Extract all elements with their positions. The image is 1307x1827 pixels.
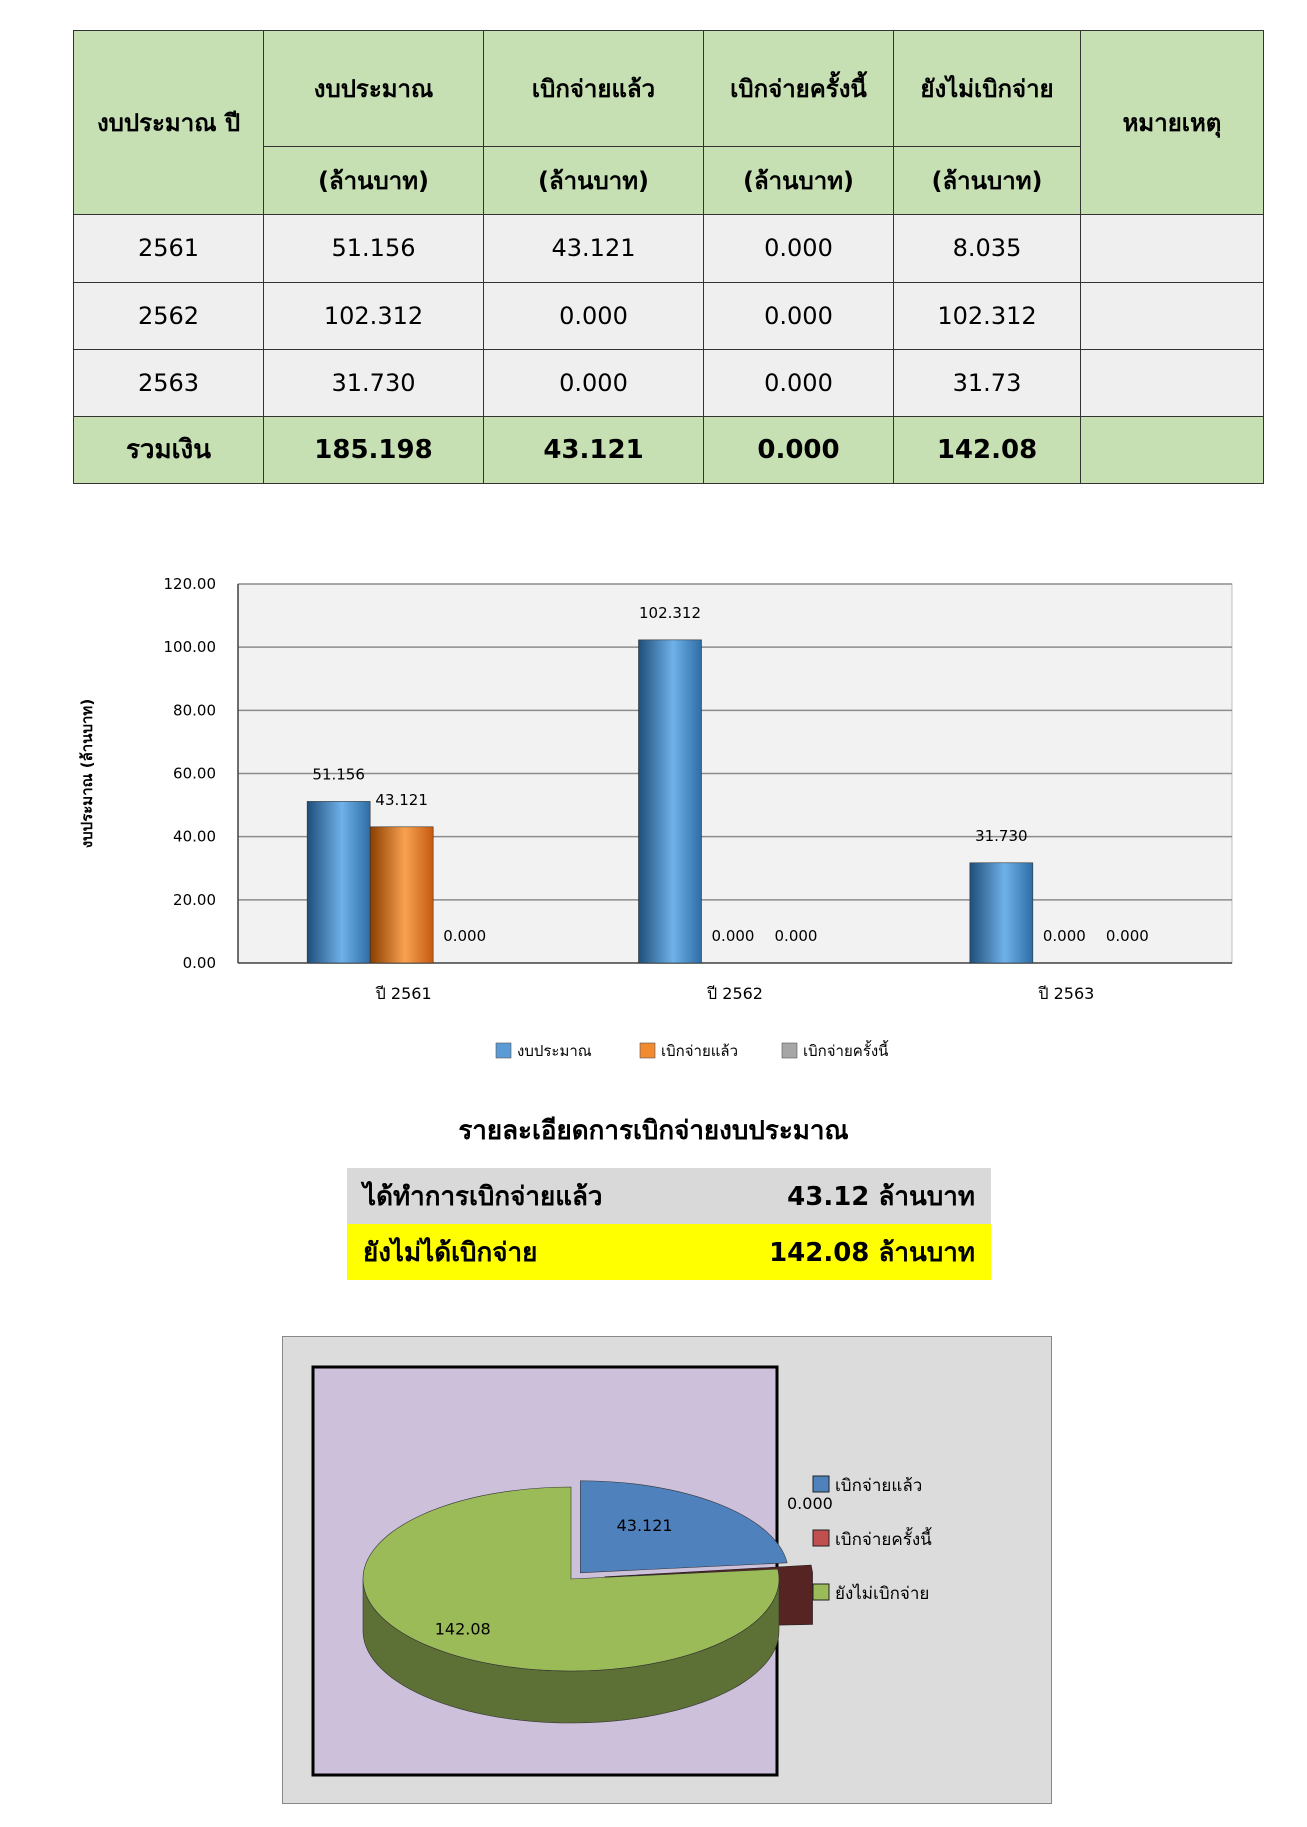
- bar: [970, 863, 1033, 963]
- bar-data-label: 43.121: [375, 790, 428, 809]
- pie-legend-swatch: [813, 1584, 829, 1600]
- summary-unpaid-label: ยังไม่ได้เบิกจ่าย: [363, 1237, 538, 1268]
- total-note: [1081, 416, 1264, 483]
- x-tick-label: ปี 2563: [1038, 984, 1095, 1003]
- bar-data-label: 0.000: [443, 927, 487, 945]
- cell-year: 2563: [74, 349, 264, 416]
- cell-note: [1081, 215, 1264, 282]
- cell-unpaid: 31.73: [894, 349, 1081, 416]
- bar: [307, 801, 370, 963]
- summary-paid-label: ได้ทำการเบิกจ่ายแล้ว: [363, 1181, 603, 1212]
- bar: [370, 827, 433, 963]
- header-unpaid: ยังไม่เบิกจ่าย: [894, 31, 1081, 147]
- summary-title: รายละเอียดการเบิกจ่ายงบประมาณ: [458, 1116, 849, 1146]
- bar-data-label: 0.000: [1105, 927, 1149, 945]
- unit-this-time: (ล้านบาท): [704, 147, 894, 215]
- total-paid: 43.121: [484, 416, 704, 483]
- y-tick-label: 60.00: [173, 764, 216, 783]
- header-this-time: เบิกจ่ายครั้งนี้: [704, 31, 894, 147]
- header-year: งบประมาณ ปี: [74, 31, 264, 215]
- pie-legend-label: เบิกจ่ายแล้ว: [835, 1476, 923, 1496]
- y-axis-title: งบประมาณ (ล้านบาท): [78, 698, 96, 849]
- cell-note: [1081, 349, 1264, 416]
- cell-paid: 0.000: [484, 349, 704, 416]
- y-tick-label: 40.00: [173, 827, 216, 846]
- header-paid: เบิกจ่ายแล้ว: [484, 31, 704, 147]
- bar-data-label: 31.730: [975, 826, 1028, 845]
- unit-unpaid: (ล้านบาท): [894, 147, 1081, 215]
- legend-label: เบิกจ่ายแล้ว: [661, 1042, 739, 1060]
- bar-data-label: 0.000: [1042, 927, 1086, 945]
- cell-note: [1081, 282, 1264, 349]
- y-tick-label: 20.00: [173, 890, 216, 909]
- pie-legend-swatch: [813, 1530, 829, 1546]
- cell-unpaid: 102.312: [894, 282, 1081, 349]
- legend-label: เบิกจ่ายครั้งนี้: [803, 1042, 889, 1060]
- total-label: รวมเงิน: [74, 416, 264, 483]
- bar: [639, 640, 702, 963]
- cell-paid: 43.121: [484, 215, 704, 282]
- legend-swatch: [782, 1043, 797, 1058]
- table-row: [74, 349, 1264, 416]
- total-unpaid: 142.08: [894, 416, 1081, 483]
- summary-unpaid-row: [347, 1224, 991, 1280]
- cell-budget: 102.312: [264, 282, 484, 349]
- summary-paid-row: [347, 1168, 991, 1224]
- pie-data-label: 142.08: [434, 1619, 491, 1639]
- table-row: [74, 215, 1264, 282]
- y-tick-label: 100.00: [163, 638, 216, 657]
- cell-paid: 0.000: [484, 282, 704, 349]
- unit-paid: (ล้านบาท): [484, 147, 704, 215]
- pie-legend-label: เบิกจ่ายครั้งนี้: [835, 1530, 932, 1550]
- table-row: [74, 282, 1264, 349]
- budget-table: [73, 30, 1264, 484]
- bar-data-label: 0.000: [711, 927, 755, 945]
- legend-swatch: [496, 1043, 511, 1058]
- y-tick-label: 80.00: [173, 701, 216, 720]
- pie-chart-frame: [282, 1336, 1052, 1804]
- cell-budget: 31.730: [264, 349, 484, 416]
- table-total-row: [74, 416, 1264, 483]
- bar-data-label: 102.312: [638, 603, 702, 622]
- legend-swatch: [640, 1043, 655, 1058]
- cell-year: 2562: [74, 282, 264, 349]
- bar-chart: [60, 560, 1260, 1080]
- legend-label: งบประมาณ: [517, 1042, 592, 1060]
- x-tick-label: ปี 2561: [375, 984, 432, 1003]
- pie-legend-label: ยังไม่เบิกจ่าย: [835, 1584, 930, 1604]
- header-note: หมายเหตุ: [1081, 31, 1264, 215]
- summary-unpaid-value: 142.08 ล้านบาท: [769, 1237, 975, 1268]
- cell-budget: 51.156: [264, 215, 484, 282]
- pie-legend-swatch: [813, 1476, 829, 1492]
- summary-box: [347, 1168, 991, 1280]
- bar-data-label: 0.000: [774, 927, 818, 945]
- pie-data-label: 43.121: [616, 1516, 673, 1536]
- cell-this-time: 0.000: [704, 282, 894, 349]
- header-budget: งบประมาณ: [264, 31, 484, 147]
- pie-data-label: 0.000: [787, 1494, 833, 1513]
- cell-this-time: 0.000: [704, 215, 894, 282]
- y-tick-label: 0.00: [182, 954, 216, 972]
- pie-chart: [283, 1337, 1051, 1803]
- total-this-time: 0.000: [704, 416, 894, 483]
- x-tick-label: ปี 2562: [707, 984, 763, 1003]
- bar-data-label: 51.156: [312, 765, 365, 784]
- y-tick-label: 120.00: [163, 575, 216, 593]
- cell-this-time: 0.000: [704, 349, 894, 416]
- cell-unpaid: 8.035: [894, 215, 1081, 282]
- cell-year: 2561: [74, 215, 264, 282]
- total-budget: 185.198: [264, 416, 484, 483]
- summary-paid-value: 43.12 ล้านบาท: [787, 1181, 975, 1212]
- unit-budget: (ล้านบาท): [264, 147, 484, 215]
